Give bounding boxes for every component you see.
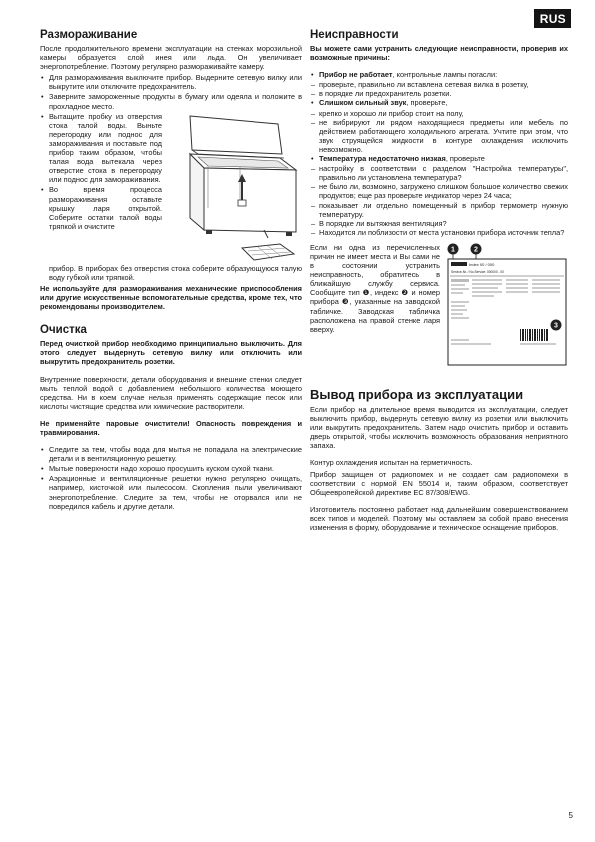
- faults-heading: Неисправности: [310, 29, 399, 41]
- cleaning-item: • Следите за тем, чтобы вода для мытья не попадала на электрические детали и в вентиляционную решетку.: [40, 445, 302, 463]
- fault-check: – не вибрируют ли рядом находящиеся предметы или мебель по действием работающего холодильного агрегата. Учтите при этом, что звук струящейся жидкости в контуре охлаждения исключить невозможно.: [310, 118, 568, 154]
- defrost-intro: После продолжительного времени эксплуатации на стенках морозильной камеры образуется слой инея или льда. Он увеличивает энергопотребление. Поэтому регулярно размораживайте камеру.: [40, 44, 302, 72]
- defrost-warning: Не используйте для размораживания механические приспособления или другие искусственные вспомогательные средства, кроме тех, что рекомендованы производителем.: [40, 283, 302, 312]
- cleaning-paragraph: Внутренние поверхности, детали оборудования и внешние стенки следует мыть теплой водой с добавлением небольшого количества моющего средства. Ни в коем случае нельзя применять содержащие песок или кислоты чистящие средства или химические растворители.: [40, 374, 302, 411]
- service-row: [310, 243, 568, 371]
- chest-freezer-illustration: [168, 110, 302, 264]
- fault-check: – настройку в соответствии с разделом "Настройка температуры", правильно ли установлена температура?: [310, 164, 568, 182]
- fault-check: – Находится ли поблизости от места установки прибора источник тепла?: [310, 228, 568, 237]
- fault-rest: , проверьте,: [406, 98, 448, 108]
- cleaning-intro: Перед очисткой прибор необходимо принципиально выключить. Для этого следует выдернуть сетевую вилку или отключить или выкрутить предохранитель розетки.: [40, 339, 302, 367]
- page-number: 5: [568, 811, 573, 820]
- defrost-step: • Во время процесса размораживания оставьте крышку ларя открытой. Соберите остатки талой воды тряпкой и очистите: [40, 185, 162, 230]
- cleaning-item: • Мытые поверхности надо хорошо просушить куском сухой ткани.: [40, 464, 302, 473]
- defrost-step-continued: прибор. В приборах без отверстия стока соберите образующуюся талую воду губкой или тряпкой.: [49, 263, 302, 282]
- decommission-paragraph: Прибор защищен от радиопомех и не создает сам радиопомехи в соответствии с нормой EN 55014 и, таким образом, соответствует Общеевропейской директиве ЕС 87/308/EWG.: [310, 469, 568, 497]
- fault-1: [310, 70, 568, 79]
- decommission-paragraph: Изготовитель постоянно работает над дальнейшим совершенствованием всех типов и моделей. Поэтому мы оставляем за собой право внесения изменения в форму, оборудование и техническое оснащение приборов.: [310, 504, 568, 532]
- plate-marker-2: 2: [474, 246, 478, 254]
- fault-rest: , контрольные лампы погасли:: [392, 70, 498, 80]
- defrost-illustration-row: [40, 112, 302, 264]
- steam-warning: Не применяйте паровые очистители! Опасность повреждения и травмирования.: [40, 418, 302, 437]
- defrost-step: • Для размораживания выключите прибор. Выдерните сетевую вилку или выкрутите или отключите предохранитель.: [40, 73, 302, 91]
- defrost-step: • Вытащите пробку из отверстия стока талой воды. Выньте перегородку или поднос для замораживания и поставьте под прибор таким образом, чтобы талая вода вытекала через отверстие стока в перегородку или поднос для замораживания.: [40, 112, 162, 185]
- decommission-paragraph: Контур охлаждения испытан на герметичность.: [310, 458, 473, 468]
- plate-marker-3: 3: [554, 322, 558, 330]
- fault-1-checks: [310, 80, 568, 98]
- plate-marker-1: 1: [451, 246, 455, 254]
- language-badge: RUS: [534, 9, 571, 28]
- fault-check: – в порядке ли предохранитель розетки.: [310, 89, 568, 98]
- faults-intro: Вы можете сами устранить следующие неисправности, проверив их возможные причины:: [310, 44, 568, 63]
- fault-title: Прибор не работает: [319, 70, 393, 80]
- plate-index: Index 00 / 000: [469, 261, 495, 267]
- cleaning-list: [40, 445, 302, 511]
- defrost-steps: [40, 73, 302, 110]
- left-column: [40, 28, 302, 512]
- fault-check: – не было ли, возможно, загружено слишком большое количество свежих продуктов; еще раз проверьте индикатор через 24 часа;: [310, 182, 568, 200]
- fault-2: [310, 98, 568, 107]
- fault-check: – показывает ли отдельно помещенный в прибор термометр нужную температуру.: [310, 201, 568, 219]
- fault-title: Слишком сильный звук: [319, 98, 407, 108]
- fault-title: Температура недостаточно низкая: [319, 154, 446, 164]
- fault-check: – В порядке ли вытяжная вентиляция?: [310, 219, 568, 228]
- decommission-paragraph: Если прибор на длительное время выводится из эксплуатации, следует выключить прибор, выдернуть сетевую вилку из розетки или выключить или выкрутить предохранитель. Затем надо очистить прибор и оставить дверь открытой, чтобы исключить возможность образования неприятного запаха.: [310, 404, 568, 451]
- fault-2-checks: [310, 109, 568, 154]
- fault-check: – крепко и хорошо ли прибор стоит на полу,: [310, 109, 568, 118]
- defrost-heading: Размораживание: [40, 29, 138, 41]
- rating-plate-illustration: [446, 243, 568, 371]
- right-column: [310, 28, 568, 534]
- defrost-step: • Заверните замороженные продукты в бумагу или одеяла и положите в прохладное место.: [40, 92, 302, 110]
- fault-3: [310, 154, 568, 163]
- decommission-heading: Вывод прибора из эксплуатации: [310, 386, 524, 402]
- fault-check: – проверьте, правильно ли вставлена сетевая вилка в розетку,: [310, 80, 568, 89]
- plate-service: Service-Nr. / No-Service: 000000 - 00: [451, 269, 504, 274]
- cleaning-heading: Очистка: [40, 324, 87, 337]
- cleaning-item: • Аэрационные и вентиляционные решетки нужно регулярно очищать, например, кисточкой или пылесосом. Скопления пыли увеличивают энергопотребление. Следите за тем, чтобы не оторвался или не повредился кабель и другие детали.: [40, 474, 302, 510]
- fault-rest: , проверьте: [445, 154, 485, 164]
- service-text: Если ни одна из перечисленных причин не имеет места и Вы сами не в состоянии устранить неисправность, обратитесь в ближайшую службу сервиса. Сообщите тип ❶, индекс ❷ и номер прибора ❸, указанные на заводской табличке. Заводская табличка расположена на правой стенке ларя вверху.: [310, 242, 440, 334]
- fault-3-checks: [310, 164, 568, 237]
